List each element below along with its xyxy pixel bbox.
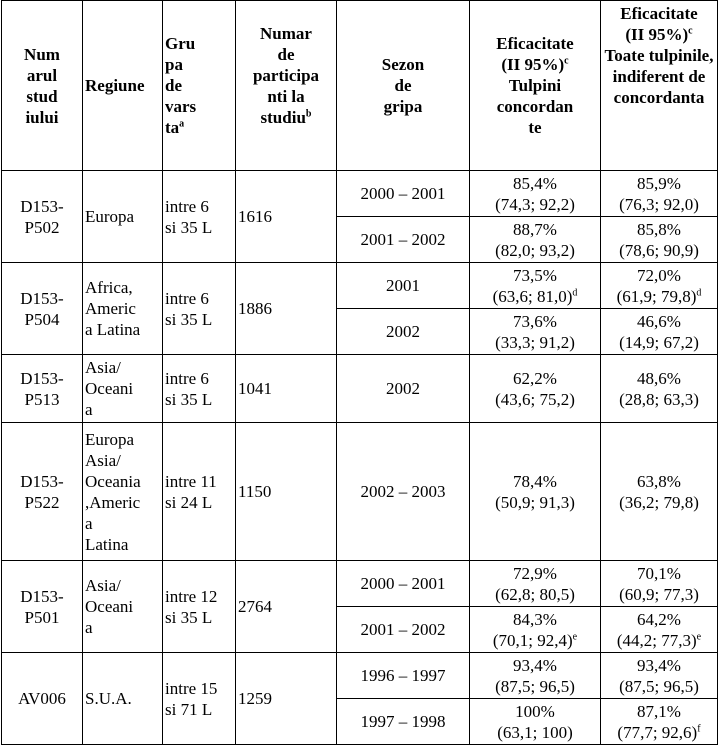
efficacy-matched-cell bbox=[470, 263, 601, 309]
study-number-cell: D153- P502 bbox=[2, 171, 83, 263]
efficacy-matched-value: 73,5% bbox=[513, 265, 557, 285]
efficacy-matched-cell bbox=[470, 653, 601, 699]
header-efficacy-matched: Eficacitate (II 95%)$^c$ Tulpini concordan te bbox=[470, 1, 601, 171]
header-participants-sup: b bbox=[305, 108, 312, 120]
season-cell: 1997 – 1998 bbox=[337, 699, 470, 745]
efficacy-all-value: 63,8% bbox=[637, 471, 681, 491]
efficacy-matched-cell bbox=[470, 561, 601, 607]
table-row bbox=[2, 653, 718, 699]
participants-cell: 2764 bbox=[236, 561, 337, 653]
header-season: Sezon de gripa bbox=[337, 1, 470, 171]
efficacy-all-value: 85,9% bbox=[637, 173, 681, 193]
efficacy-matched-cell bbox=[470, 355, 601, 423]
efficacy-matched-value: 85,4% bbox=[513, 173, 557, 193]
efficacy-all-ci: (78,6; 90,9) bbox=[619, 240, 699, 260]
age-group-cell: intre 6 si 35 L bbox=[163, 171, 236, 263]
season-cell: 2000 – 2001 bbox=[337, 171, 470, 217]
region-cell: Europa bbox=[83, 171, 163, 263]
efficacy-all-ci: (28,8; 63,3) bbox=[619, 389, 699, 409]
table-row bbox=[2, 423, 718, 561]
region-cell: Asia/ Oceani a bbox=[83, 355, 163, 423]
efficacy-all-ci: (77,7; 92,6) bbox=[617, 722, 698, 742]
season-cell: 2001 – 2002 bbox=[337, 217, 470, 263]
efficacy-all-footnote: e bbox=[696, 630, 702, 642]
efficacy-matched-value: 84,3% bbox=[513, 609, 557, 629]
header-age-group-sup: a bbox=[179, 118, 185, 130]
season-cell: 2001 bbox=[337, 263, 470, 309]
efficacy-all-cell bbox=[601, 653, 718, 699]
efficacy-matched-value: 93,4% bbox=[513, 655, 557, 675]
efficacy-matched-ci: (33,3; 91,2) bbox=[495, 332, 575, 352]
age-group-cell: intre 6 si 35 L bbox=[163, 263, 236, 355]
efficacy-all-cell bbox=[601, 263, 718, 309]
season-cell: 2000 – 2001 bbox=[337, 561, 470, 607]
participants-cell: 1041 bbox=[236, 355, 337, 423]
season-cell: 2002 bbox=[337, 355, 470, 423]
efficacy-matched-value: 78,4% bbox=[513, 471, 557, 491]
efficacy-all-value: 85,8% bbox=[637, 219, 681, 239]
efficacy-matched-ci: (62,8; 80,5) bbox=[495, 584, 575, 604]
efficacy-all-value: 93,4% bbox=[637, 655, 681, 675]
efficacy-all-cell bbox=[601, 355, 718, 423]
participants-cell: 1886 bbox=[236, 263, 337, 355]
efficacy-all-footnote: d bbox=[696, 286, 702, 298]
table-body bbox=[2, 171, 718, 745]
efficacy-matched-footnote: d bbox=[572, 286, 578, 298]
header-efficacy-all: Eficacitate (II 95%)$^c$ Toate tulpinile, indiferent de concordanta bbox=[601, 1, 718, 171]
efficacy-matched-value: 100% bbox=[515, 701, 555, 721]
efficacy-all-value: 48,6% bbox=[637, 368, 681, 388]
efficacy-matched-footnote: e bbox=[572, 630, 578, 642]
efficacy-matched-value: 88,7% bbox=[513, 219, 557, 239]
efficacy-all-cell bbox=[601, 699, 718, 745]
age-group-cell: intre 11 si 24 L bbox=[163, 423, 236, 561]
efficacy-matched-cell bbox=[470, 309, 601, 355]
efficacy-matched-ci: (82,0; 93,2) bbox=[495, 240, 575, 260]
efficacy-all-cell bbox=[601, 561, 718, 607]
efficacy-all-value: 72,0% bbox=[637, 265, 681, 285]
study-number-cell: AV006 bbox=[2, 653, 83, 745]
participants-cell: 1150 bbox=[236, 423, 337, 561]
efficacy-matched-ci: (43,6; 75,2) bbox=[495, 389, 575, 409]
header-age-group: Gru pa de vars $ta^a$ bbox=[163, 1, 236, 171]
table-row bbox=[2, 263, 718, 309]
season-cell: 1996 – 1997 bbox=[337, 653, 470, 699]
header-region: Regiune bbox=[83, 1, 163, 171]
region-cell: Asia/ Oceani a bbox=[83, 561, 163, 653]
table-row bbox=[2, 561, 718, 607]
efficacy-matched-cell bbox=[470, 423, 601, 561]
table-row bbox=[2, 171, 718, 217]
age-group-cell: intre 12 si 35 L bbox=[163, 561, 236, 653]
efficacy-all-ci: (61,9; 79,8) bbox=[616, 286, 697, 306]
efficacy-all-cell bbox=[601, 607, 718, 653]
region-cell: Europa Asia/ Oceania ,Americ a Latina bbox=[83, 423, 163, 561]
efficacy-all-ci: (14,9; 67,2) bbox=[619, 332, 699, 352]
efficacy-all-ci: (44,2; 77,3) bbox=[616, 630, 697, 650]
efficacy-all-footnote: f bbox=[697, 722, 701, 734]
efficacy-all-ci: (76,3; 92,0) bbox=[619, 194, 699, 214]
header-row bbox=[2, 1, 718, 171]
efficacy-matched-ci: (63,6; 81,0) bbox=[492, 286, 573, 306]
efficacy-all-cell bbox=[601, 309, 718, 355]
season-cell: 2001 – 2002 bbox=[337, 607, 470, 653]
study-number-cell: D153- P522 bbox=[2, 423, 83, 561]
region-cell: Africa, Americ a Latina bbox=[83, 263, 163, 355]
study-number-cell: D153- P513 bbox=[2, 355, 83, 423]
efficacy-matched-cell bbox=[470, 607, 601, 653]
efficacy-matched-value: 73,6% bbox=[513, 311, 557, 331]
age-group-cell: intre 6 si 35 L bbox=[163, 355, 236, 423]
efficacy-matched-value: 62,2% bbox=[513, 368, 557, 388]
efficacy-all-ci: (60,9; 77,3) bbox=[619, 584, 699, 604]
efficacy-matched-cell bbox=[470, 171, 601, 217]
efficacy-all-value: 87,1% bbox=[637, 701, 681, 721]
efficacy-matched-ci: (87,5; 96,5) bbox=[495, 676, 575, 696]
header-participants: Numar de participa nti la studiu$^b$ bbox=[236, 1, 337, 171]
region-cell: S.U.A. bbox=[83, 653, 163, 745]
efficacy-all-value: 70,1% bbox=[637, 563, 681, 583]
efficacy-matched-cell bbox=[470, 217, 601, 263]
participants-cell: 1616 bbox=[236, 171, 337, 263]
efficacy-matched-value: 72,9% bbox=[513, 563, 557, 583]
efficacy-matched-ci: (63,1; 100) bbox=[497, 722, 573, 742]
efficacy-all-value: 64,2% bbox=[637, 609, 681, 629]
efficacy-all-ci: (36,2; 79,8) bbox=[619, 492, 699, 512]
efficacy-table bbox=[1, 0, 718, 745]
efficacy-all-ci: (87,5; 96,5) bbox=[619, 676, 699, 696]
efficacy-matched-ci: (50,9; 91,3) bbox=[495, 492, 575, 512]
age-group-cell: intre 15 si 71 L bbox=[163, 653, 236, 745]
efficacy-all-cell bbox=[601, 217, 718, 263]
study-number-cell: D153- P501 bbox=[2, 561, 83, 653]
season-cell: 2002 bbox=[337, 309, 470, 355]
study-number-cell: D153- P504 bbox=[2, 263, 83, 355]
efficacy-all-cell bbox=[601, 423, 718, 561]
season-cell: 2002 – 2003 bbox=[337, 423, 470, 561]
header-study-number: Num arul stud iului bbox=[2, 1, 83, 171]
efficacy-matched-ci: (70,1; 92,4) bbox=[492, 630, 573, 650]
participants-cell: 1259 bbox=[236, 653, 337, 745]
efficacy-matched-ci: (74,3; 92,2) bbox=[495, 194, 575, 214]
efficacy-all-value: 46,6% bbox=[637, 311, 681, 331]
efficacy-all-cell bbox=[601, 171, 718, 217]
efficacy-matched-cell bbox=[470, 699, 601, 745]
table-row bbox=[2, 355, 718, 423]
